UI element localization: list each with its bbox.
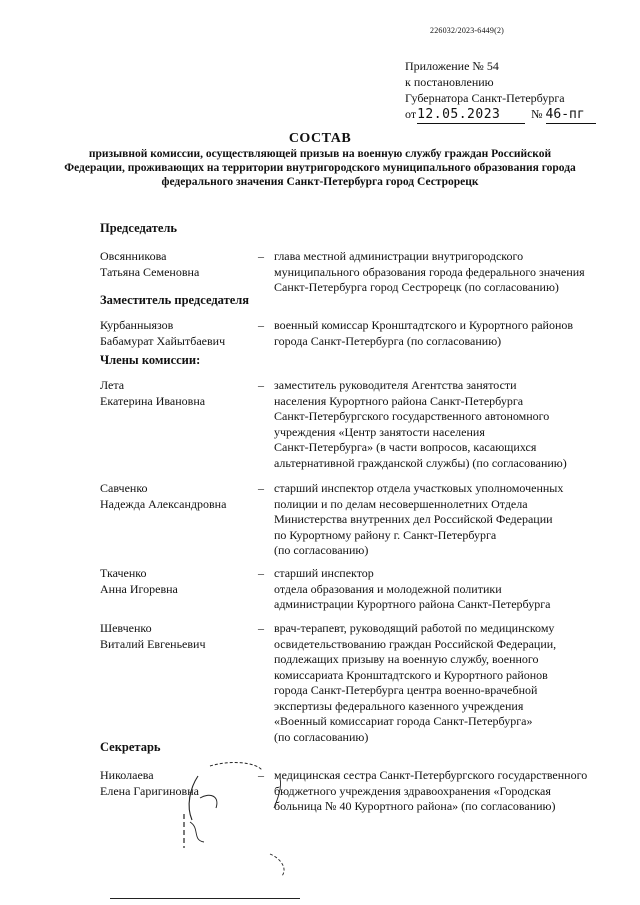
role-line: населения Курортного района Санкт-Петербурга: [274, 393, 524, 408]
number-label: №: [531, 107, 543, 121]
role-line: по Курортному району г. Санкт-Петербурга: [274, 527, 497, 542]
role-line: старший инспектор отдела участковых уполномоченных: [274, 481, 564, 495]
person-role: [274, 768, 624, 815]
section-deputy: Заместитель председателя: [100, 293, 250, 307]
role-line: освидетельствованию граждан Российской Федерации,: [274, 636, 557, 651]
section-members: Члены комиссии:: [100, 353, 201, 367]
registration-number: 226032/2023-6449(2): [430, 26, 505, 35]
role-line: полиции и по делам несовершеннолетних Отдела: [274, 496, 528, 511]
role-line: медицинская сестра Санкт-Петербургского государственного: [274, 768, 588, 782]
role-line: Министерства внутренних дел Российской Федерации: [274, 512, 553, 526]
role-line: больница № 40 Курортного района» (по согласованию): [274, 799, 556, 813]
role-line: комиссариата Кронштадтского и Курортного районов: [274, 667, 548, 682]
role-line: подлежащих призыву на военную службу, военного: [274, 652, 539, 666]
document-title: [0, 131, 640, 189]
role-line: города Санкт-Петербурга (по согласованию): [274, 333, 502, 348]
surname: Николаева: [100, 768, 154, 782]
given-names: Анна Игоревна: [100, 581, 178, 596]
surname: Ткаченко: [100, 566, 147, 580]
surname: Шевченко: [100, 621, 152, 635]
person-role: [274, 249, 624, 296]
section-secretary: Секретарь: [100, 740, 161, 754]
given-names: Татьяна Семеновна: [100, 264, 200, 279]
surname: Овсянникова: [100, 249, 167, 263]
decree-number: 46-пг: [546, 107, 596, 124]
given-names: Бабамурат Хайытбаевич: [100, 333, 226, 348]
role-line: «Военный комиссариат города Санкт-Петербурга»: [274, 714, 533, 728]
role-line: глава местной администрации внутригородского: [274, 249, 524, 263]
person-name: [100, 249, 255, 280]
role-line: бюджетного учреждения здравоохранения «Городская: [274, 783, 551, 798]
dash: –: [258, 249, 264, 263]
dash: –: [258, 378, 264, 392]
given-names: Надежда Александровна: [100, 496, 227, 511]
person-role: [274, 318, 624, 349]
surname: Курбанныязов: [100, 318, 174, 332]
dash: –: [258, 318, 264, 332]
dash: –: [258, 566, 264, 580]
decree-date: 12.05.2023: [417, 107, 525, 124]
person-name: [100, 621, 255, 652]
role-line: учреждения «Центр занятости населения: [274, 424, 485, 439]
surname: Лета: [100, 378, 125, 392]
person-name: [100, 378, 255, 409]
role-line: (по согласованию): [274, 543, 369, 557]
role-line: альтернативной гражданской службы) (по согласованию): [274, 455, 567, 470]
person-role: [274, 621, 624, 745]
person-role: [274, 378, 624, 471]
appendix-block: [405, 58, 596, 124]
appendix-line: Приложение № 54: [405, 59, 499, 73]
role-line: Санкт-Петербурга город Сестрорецк (по согласованию): [274, 280, 559, 294]
dash: –: [258, 768, 264, 782]
role-line: администрации Курортного района Санкт-Петербурга: [274, 597, 551, 611]
dash: –: [258, 621, 264, 635]
role-line: Санкт-Петербургского государственного автономного: [274, 409, 550, 423]
person-name: [100, 481, 255, 512]
dash: –: [258, 481, 264, 495]
role-line: отдела образования и молодежной политики: [274, 581, 502, 596]
given-names: Елена Гаригиновна: [100, 783, 199, 798]
role-line: старший инспектор: [274, 566, 374, 580]
role-line: заместитель руководителя Агентства занятости: [274, 378, 517, 392]
person-role: [274, 481, 624, 559]
role-line: муниципального образования города федерального значения: [274, 264, 585, 279]
title-main: СОСТАВ: [288, 131, 352, 146]
given-names: Екатерина Ивановна: [100, 393, 206, 408]
bottom-divider: [110, 898, 300, 899]
date-prefix: от: [405, 107, 417, 121]
role-line: врач-терапевт, руководящий работой по медицинскому: [274, 621, 555, 635]
role-line: военный комиссар Кронштадтского и Курортного районов: [274, 318, 574, 332]
appendix-line: Губернатора Санкт-Петербурга: [405, 91, 565, 105]
decree-date-number-row: [405, 106, 596, 124]
appendix-line: к постановлению: [405, 75, 494, 89]
role-line: Санкт-Петербурга» (в части вопросов, касающихся: [274, 440, 537, 454]
role-line: экспертизы федерального казенного учреждения: [274, 698, 524, 713]
given-names: Виталий Евгеньевич: [100, 636, 206, 651]
person-name: [100, 566, 255, 597]
role-line: (по согласованию): [274, 729, 369, 744]
person-name: [100, 768, 255, 799]
title-subtitle: призывной комиссии, осуществляющей призыв на военную службу граждан Российской Федерации, проживающих на территории внутригородского муниципального образования города федерального значения Санкт-Петербурга город Сестрорецк: [64, 148, 576, 188]
person-role: [274, 566, 624, 613]
section-chairman: Председатель: [100, 221, 178, 235]
role-line: города Санкт-Петербурга центра военно-врачебной: [274, 683, 538, 697]
person-name: [100, 318, 255, 349]
surname: Савченко: [100, 481, 148, 495]
